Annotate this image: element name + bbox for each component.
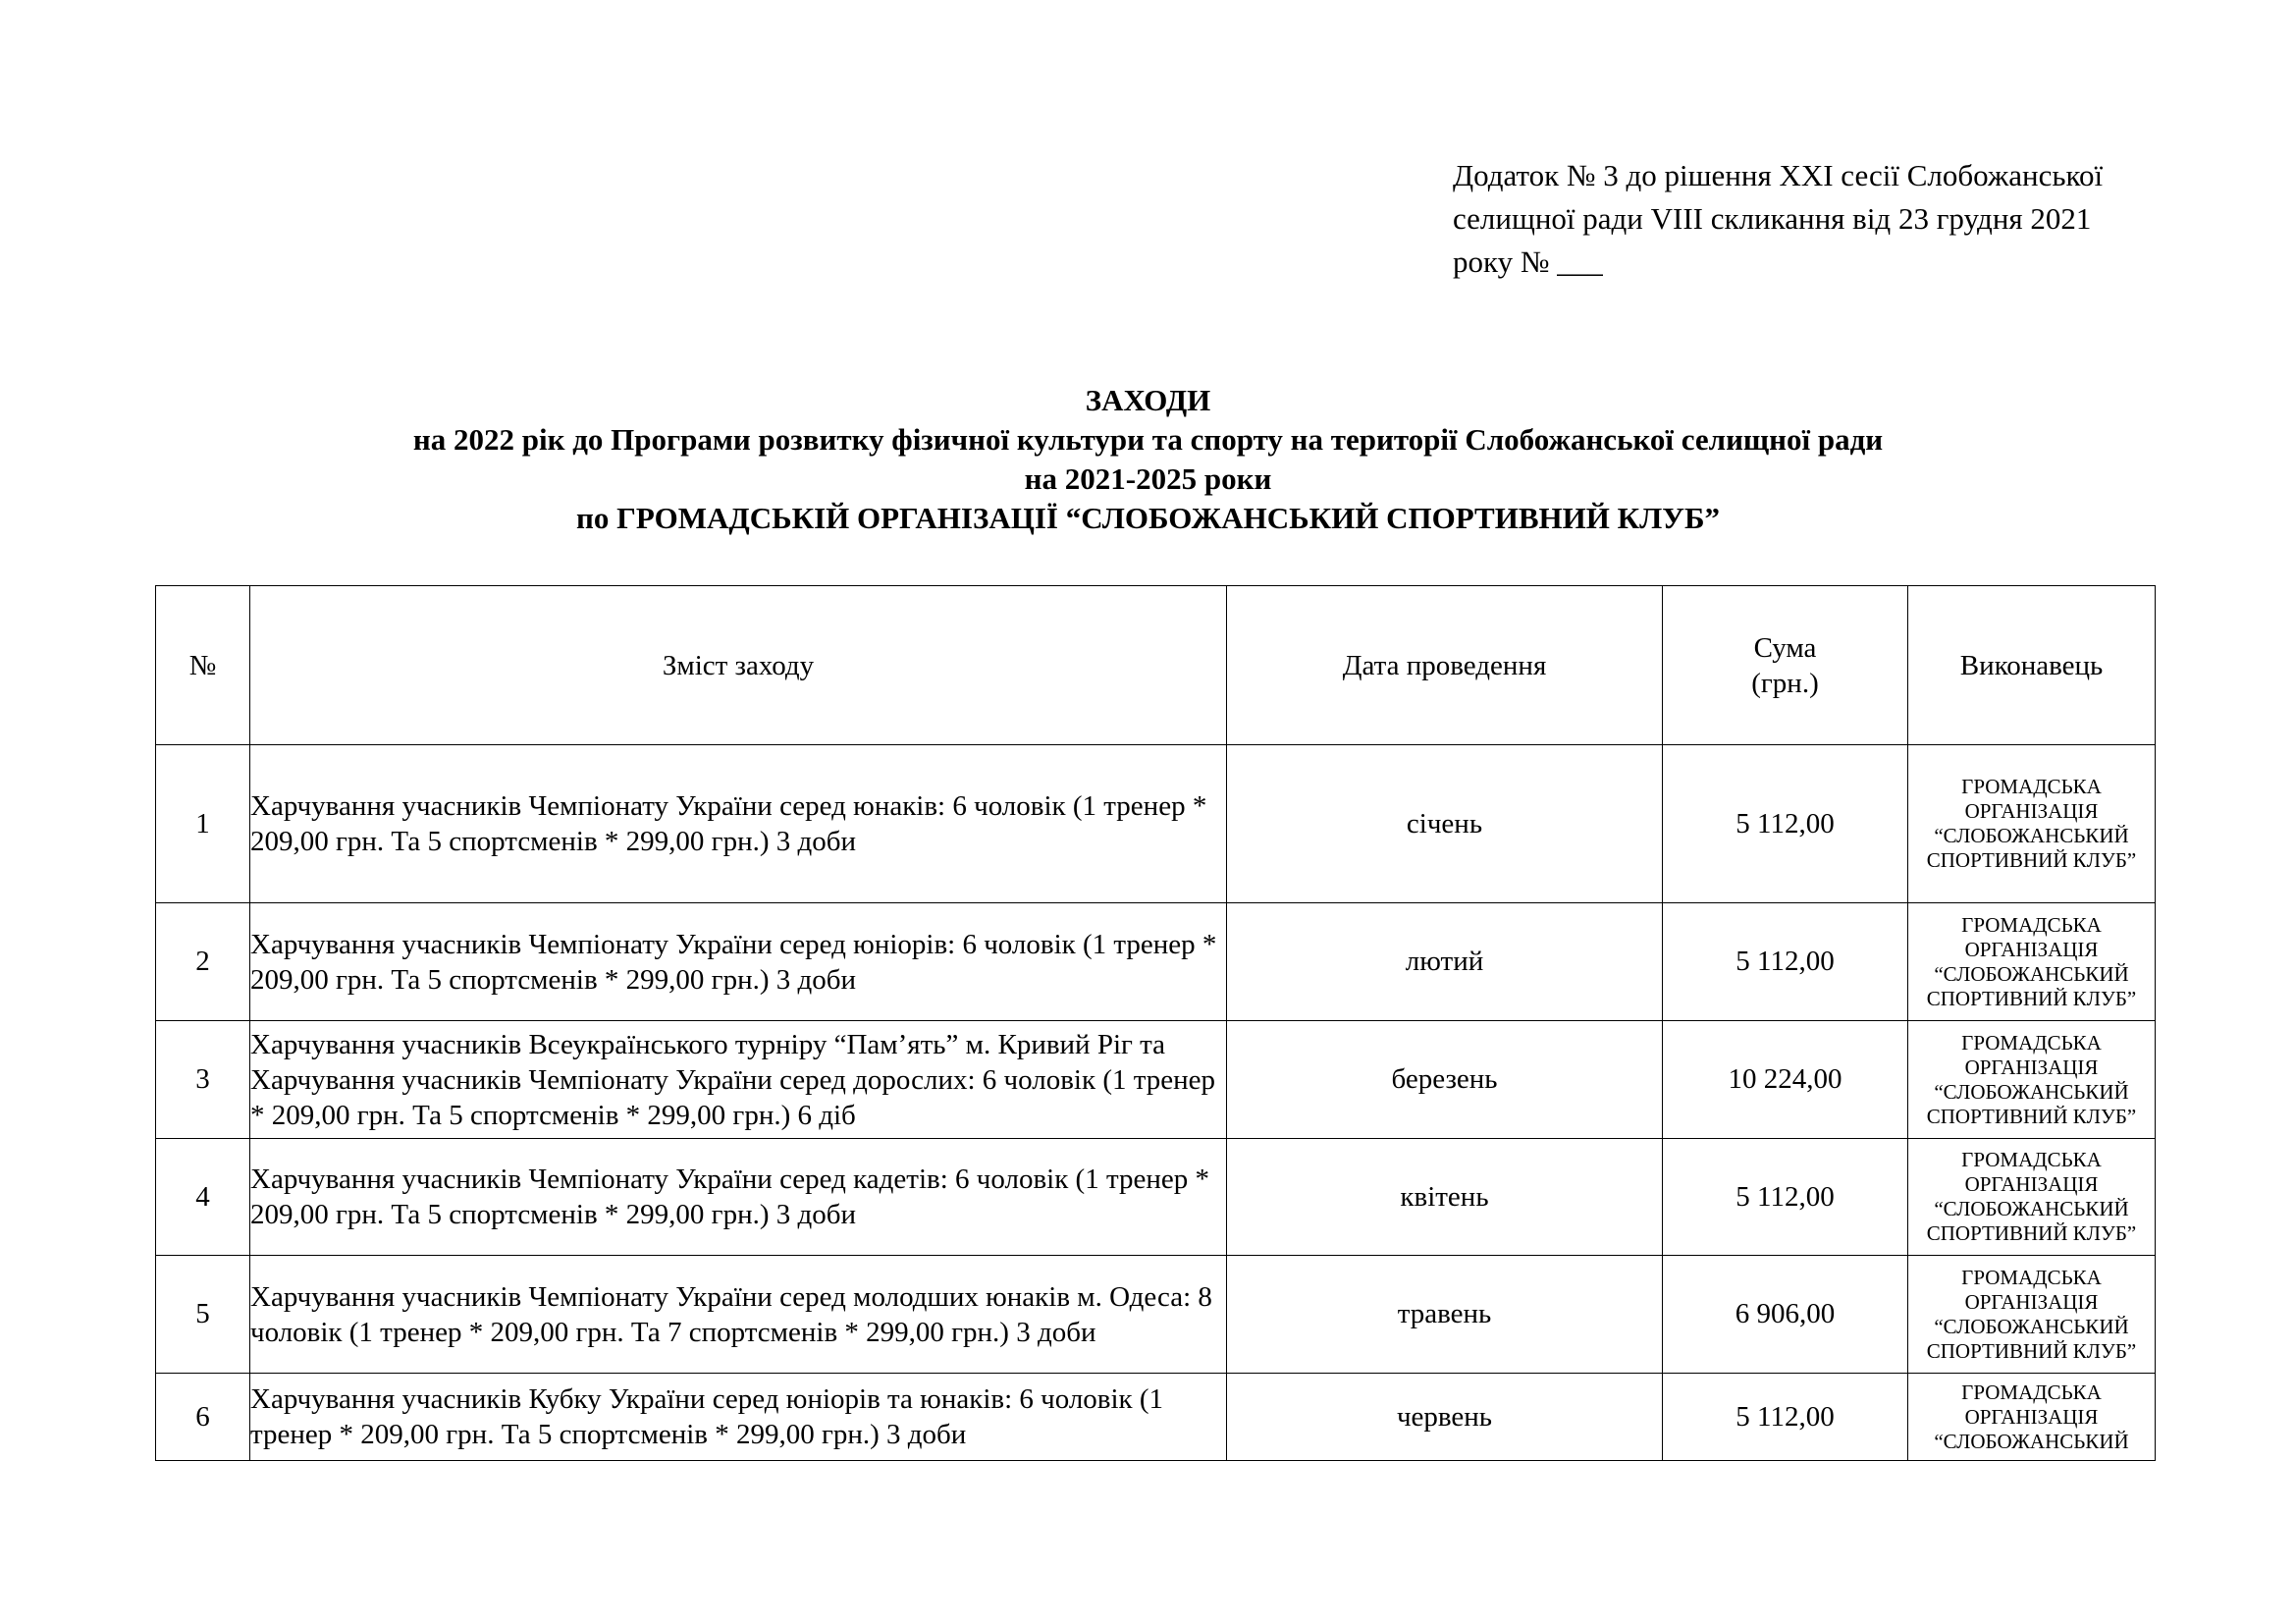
row-executor: [1908, 745, 2156, 903]
executor-line: СПОРТИВНИЙ КЛУБ”: [1926, 848, 2137, 872]
row-sum: 6 906,00: [1663, 1256, 1908, 1374]
row-num: 5: [156, 1256, 250, 1374]
executor-line: ГРОМАДСЬКА: [1961, 912, 2102, 937]
executor-line: “СЛОБОЖАНСЬКИЙ: [1934, 1079, 2129, 1104]
row-num: 2: [156, 903, 250, 1021]
row-executor: [1908, 903, 2156, 1021]
row-description: Харчування учасників Чемпіонату України серед юніорів: 6 чоловік (1 тренер * 209,00 грн. Та 5 спортсменів * 299,00 грн.) 3 доби: [250, 903, 1227, 1021]
executor-line: ГРОМАДСЬКА: [1961, 1030, 2102, 1055]
header-description: Зміст заходу: [250, 586, 1227, 745]
executor-line: СПОРТИВНИЙ КЛУБ”: [1926, 1104, 2137, 1128]
annex-line: Додаток № 3 до рішення XXI сесії Слобожанської: [1453, 158, 2104, 192]
executor-line: ГРОМАДСЬКА: [1961, 775, 2102, 798]
row-sum: 5 112,00: [1663, 1139, 1908, 1256]
row-date: січень: [1227, 745, 1663, 903]
annex-line: року № ___: [1453, 244, 1603, 279]
header-executor: Виконавець: [1908, 586, 2156, 745]
row-description: Харчування учасників Всеукраїнського турніру “Пам’ять” м. Кривий Ріг та Харчування учасників Чемпіонату України серед дорослих: 6 чоловік (1 тренер * 209,00 грн. Та 5 спортсменів * 299,00 грн.) 6 діб: [250, 1021, 1227, 1139]
document-heading: [0, 381, 2296, 538]
row-num: 3: [156, 1021, 250, 1139]
executor-line: “СЛОБОЖАНСЬКИЙ: [1934, 1314, 2129, 1338]
executor-line: СПОРТИВНИЙ КЛУБ”: [1926, 986, 2137, 1010]
annex-line: селищної ради VIII скликання від 23 грудня 2021: [1453, 201, 2092, 236]
row-sum: 5 112,00: [1663, 745, 1908, 903]
header-sum-label: Сума: [1753, 631, 1817, 664]
row-executor: [1908, 1139, 2156, 1256]
document-subtitle: на 2022 рік до Програми розвитку фізичної культури та спорту на території Слобожанської селищної ради: [412, 422, 1884, 457]
table-row: [156, 1021, 2156, 1139]
row-date: березень: [1227, 1021, 1663, 1139]
header-num: №: [156, 586, 250, 745]
row-num: 1: [156, 745, 250, 903]
row-num: 4: [156, 1139, 250, 1256]
executor-line: ОРГАНІЗАЦІЯ: [1964, 1289, 2099, 1314]
row-sum: 5 112,00: [1663, 1374, 1908, 1461]
row-description: Харчування учасників Чемпіонату України серед юнаків: 6 чоловік (1 тренер * 209,00 грн. Та 5 спортсменів * 299,00 грн.) 3 доби: [250, 745, 1227, 903]
executor-line: “СЛОБОЖАНСЬКИЙ: [1934, 961, 2129, 986]
row-date: квітень: [1227, 1139, 1663, 1256]
row-sum: 10 224,00: [1663, 1021, 1908, 1139]
row-executor: [1908, 1021, 2156, 1139]
row-sum: 5 112,00: [1663, 903, 1908, 1021]
header-sum-unit: (грн.): [1751, 667, 1819, 699]
table-row: [156, 903, 2156, 1021]
events-table: [155, 585, 2156, 1461]
executor-line: ГРОМАДСЬКА: [1961, 1148, 2102, 1171]
executor-line: ОРГАНІЗАЦІЯ: [1964, 1055, 2099, 1079]
executor-line: ОРГАНІЗАЦІЯ: [1964, 799, 2099, 823]
executor-line: ОРГАНІЗАЦІЯ: [1964, 1172, 2099, 1196]
executor-line: “СЛОБОЖАНСЬКИЙ: [1934, 1429, 2129, 1453]
executor-line: СПОРТИВНИЙ КЛУБ”: [1926, 1221, 2137, 1245]
executor-line: “СЛОБОЖАНСЬКИЙ: [1934, 824, 2129, 847]
annex-note: [1453, 154, 2179, 284]
row-description: Харчування учасників Чемпіонату України серед молодших юнаків м. Одеса: 8 чоловік (1 тренер * 209,00 грн. Та 7 спортсменів * 299,00 грн.) 3 доби: [250, 1256, 1227, 1374]
row-executor: [1908, 1256, 2156, 1374]
row-date: лютий: [1227, 903, 1663, 1021]
table-row: [156, 745, 2156, 903]
document-organization: по ГРОМАДСЬКІЙ ОРГАНІЗАЦІЇ “СЛОБОЖАНСЬКИЙ СПОРТИВНИЙ КЛУБ”: [576, 501, 1720, 535]
table-row: [156, 1374, 2156, 1461]
header-date: Дата проведення: [1227, 586, 1663, 745]
executor-line: ГРОМАДСЬКА: [1961, 1265, 2102, 1289]
executor-line: ОРГАНІЗАЦІЯ: [1964, 1404, 2099, 1429]
row-executor: [1908, 1374, 2156, 1461]
row-num: 6: [156, 1374, 250, 1461]
document-period: на 2021-2025 роки: [1024, 461, 1272, 496]
executor-line: СПОРТИВНИЙ КЛУБ”: [1926, 1338, 2137, 1363]
header-sum: [1663, 586, 1908, 745]
executor-line: “СЛОБОЖАНСЬКИЙ: [1934, 1197, 2129, 1220]
table-header-row: [156, 586, 2156, 745]
executor-line: ОРГАНІЗАЦІЯ: [1964, 937, 2099, 961]
row-description: Харчування учасників Кубку України серед юніорів та юнаків: 6 чоловік (1 тренер * 209,00 грн. Та 5 спортсменів * 299,00 грн.) 3 доби: [250, 1374, 1227, 1461]
table-row: [156, 1139, 2156, 1256]
executor-line: ГРОМАДСЬКА: [1961, 1380, 2102, 1404]
row-date: травень: [1227, 1256, 1663, 1374]
document-title: ЗАХОДИ: [1085, 383, 1211, 417]
row-date: червень: [1227, 1374, 1663, 1461]
row-description: Харчування учасників Чемпіонату України серед кадетів: 6 чоловік (1 тренер * 209,00 грн. Та 5 спортсменів * 299,00 грн.) 3 доби: [250, 1139, 1227, 1256]
table-row: [156, 1256, 2156, 1374]
